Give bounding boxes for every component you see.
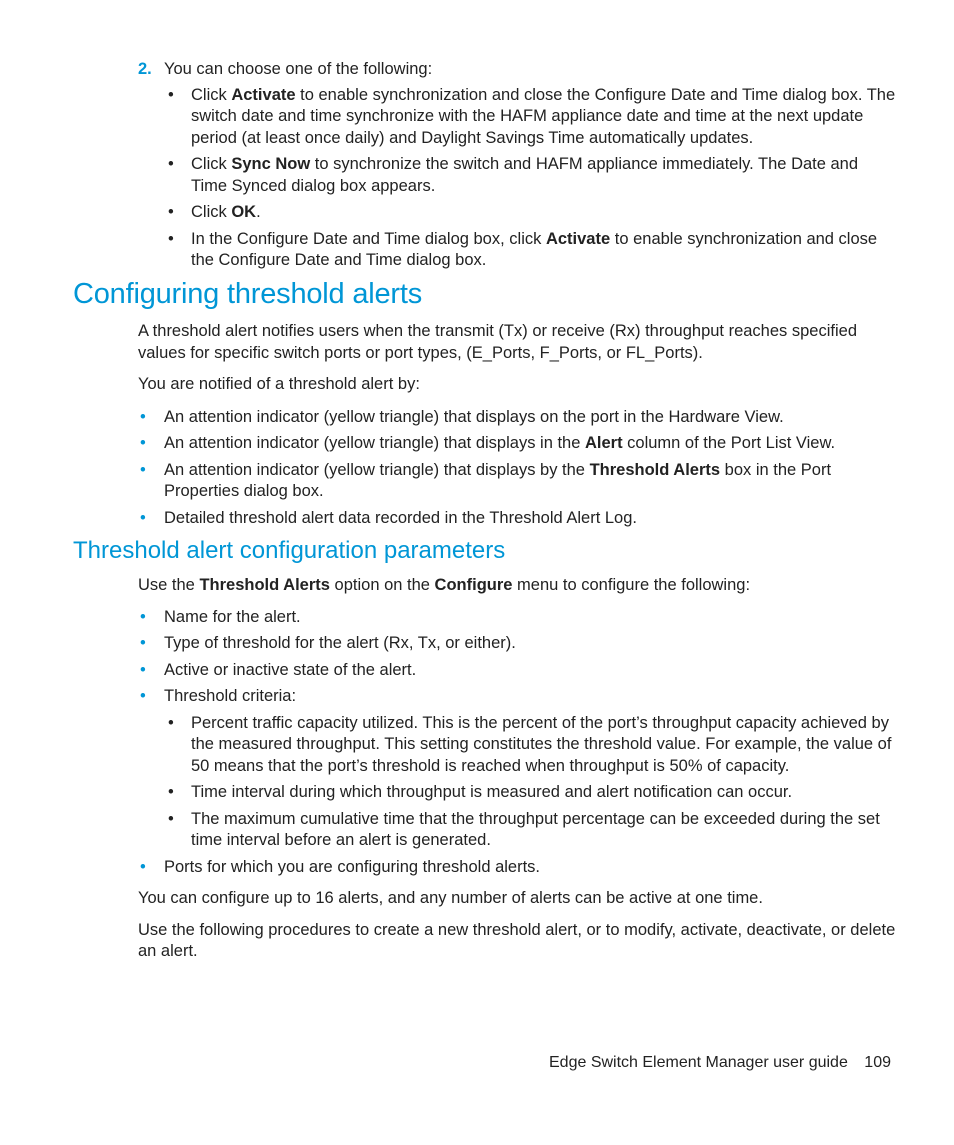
list-item: • An attention indicator (yellow triangle) that displays by the Threshold Alerts box in the Port Properties dialog box.	[164, 460, 898, 503]
list-item: • An attention indicator (yellow triangle) that displays in the Alert column of the Port List View.	[164, 433, 898, 455]
step-2	[138, 59, 898, 272]
paragraph: A threshold alert notifies users when the transmit (Tx) or receive (Rx) throughput reaches specified values for specific switch ports or port types, (E_Ports, F_Ports, or FL_Ports).	[138, 322, 857, 362]
list-item: • In the Configure Date and Time dialog box, click Activate to enable synchronization and close the Configure Date and Time dialog box.	[191, 229, 898, 272]
step-intro	[138, 59, 898, 81]
section2-body	[138, 575, 898, 963]
list-item: • Name for the alert.	[164, 607, 898, 629]
list-item: • The maximum cumulative time that the throughput percentage can be exceeded during the set time interval before an alert is generated.	[191, 809, 898, 852]
subsection-heading: Threshold alert configuration parameters	[73, 537, 506, 564]
list-item: • Click Sync Now to synchronize the switch and HAFM appliance immediately. The Date and Time Synced dialog box appears.	[191, 154, 898, 197]
section1-body	[138, 321, 898, 529]
parameters-list	[164, 607, 898, 879]
list-item: • Ports for which you are configuring threshold alerts.	[164, 857, 898, 879]
notification-list	[164, 407, 898, 530]
list-item: • Percent traffic capacity utilized. This is the percent of the port’s throughput capacity achieved by the measured throughput. This setting constitutes the threshold value. For example, the value of 50 means that the port’s threshold is reached when throughput is 50% of capacity.	[191, 713, 898, 778]
step-number: 2.	[138, 60, 152, 78]
list-item: • Click OK.	[191, 202, 898, 224]
list-item: • An attention indicator (yellow triangle) that displays on the port in the Hardware View.	[164, 407, 898, 429]
section-heading: Configuring threshold alerts	[73, 278, 423, 310]
list-item: • Detailed threshold alert data recorded in the Threshold Alert Log.	[164, 508, 898, 530]
guide-title: Edge Switch Element Manager user guide	[549, 1054, 848, 1071]
list-item: • Click Activate to enable synchronization and close the Configure Date and Time dialog box. The switch date and time synchronize with the HAFM appliance date and time at the next update period (at least once daily) and Daylight Savings Time automatically updates.	[191, 85, 898, 150]
page-number: 109	[864, 1054, 891, 1071]
list-item: • Type of threshold for the alert (Rx, Tx, or either).	[164, 633, 898, 655]
paragraph: Use the following procedures to create a new threshold alert, or to modify, activate, deactivate, or delete an alert.	[138, 920, 896, 960]
paragraph: Use the Threshold Alerts option on the Configure menu to configure the following:	[138, 576, 751, 594]
step-options-list	[191, 85, 898, 272]
list-item: • Active or inactive state of the alert.	[164, 660, 898, 682]
step-intro-text: You can choose one of the following:	[164, 60, 433, 78]
paragraph: You can configure up to 16 alerts, and any number of alerts can be active at one time.	[138, 889, 763, 907]
list-item: • Time interval during which throughput is measured and alert notification can occur.	[191, 782, 898, 804]
list-item: • Threshold criteria: • Percent traffic capacity utilized. This is the percent of the port’s throughput capacity achieved by the measured throughput. This setting constitutes the threshold value. For example, the value of 50 means that the port’s threshold is reached when throughput is 50% of capacity. • Time interval during which throughput is measured and alert notification can occur. • The maximum cumulative time that the throughput percentage can be exceeded during the set time interval before an alert is generated.	[164, 686, 898, 852]
paragraph: You are notified of a threshold alert by:	[138, 375, 420, 393]
page-footer	[549, 1054, 891, 1072]
criteria-sublist	[191, 713, 898, 852]
